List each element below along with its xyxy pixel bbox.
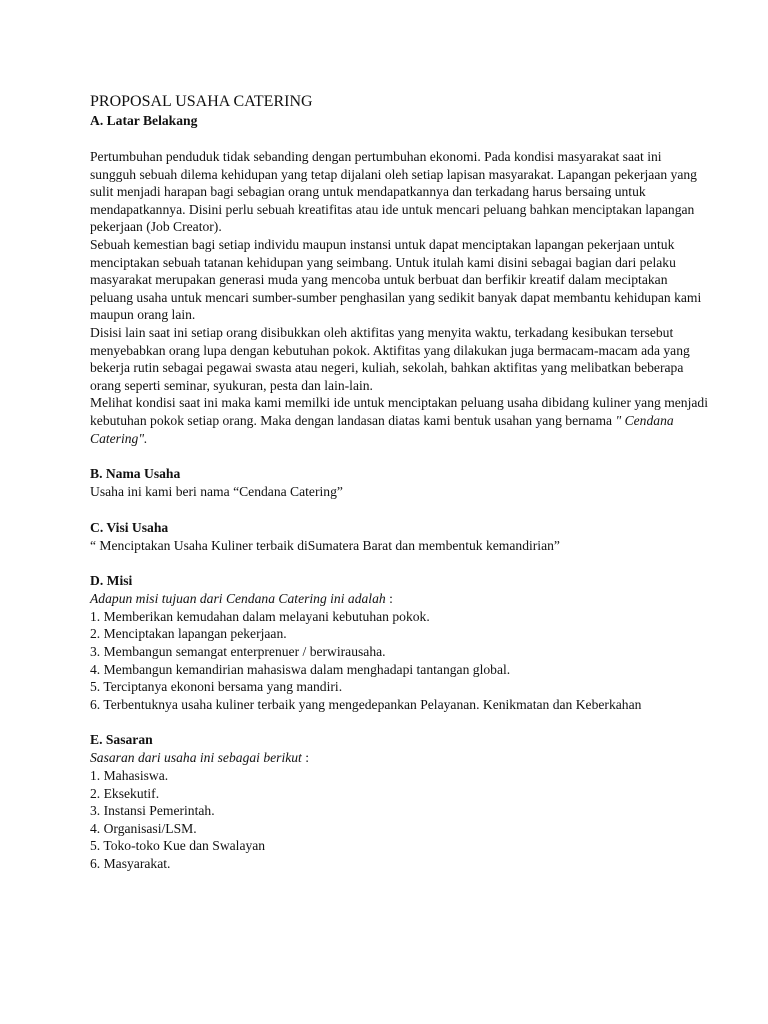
list-item: 6. Masyarakat. — [90, 856, 171, 871]
list-item: 6. Terbentuknya usaha kuliner terbaik yang mengedepankan Pelayanan. Kenikmatan dan Keberkahan — [90, 696, 642, 712]
section-c-text: “ Menciptakan Usaha Kuliner terbaik diSumatera Barat dan membentuk kemandirian” — [90, 537, 560, 553]
section-e-intro-tail: : — [301, 750, 310, 766]
section-a-heading: A. Latar Belakang — [90, 113, 198, 128]
spacer — [90, 501, 708, 519]
list-item: 1. Mahasiswa. — [90, 768, 169, 784]
section-b-heading: B. Nama Usaha — [90, 466, 181, 482]
spacer — [90, 554, 708, 572]
section-b-text: Usaha ini kami beri nama “Cendana Catering” — [90, 484, 343, 500]
list-item: 1. Memberikan kemudahan dalam melayani kebutuhan pokok. — [90, 608, 430, 624]
spacer — [90, 130, 708, 148]
business-name-italic: " Cendana Catering". — [90, 412, 674, 446]
section-a-paragraph-2: Sebuah kemestian bagi setiap individu maupun instansi untuk dapat menciptakan lapangan pekerjaan untuk menciptakan sebuah tatanan kehidupan yang seimbang. Untuk itulah kami disini sebagai bagian dari pelaku masyarakat merupakan generasi muda yang mencoba untuk berbuat dan berfikir kreatif dalam meciptakan peluang usaha untuk mencari sumber-sumber penghasilan yang sedikit banyak dapat membantu kehidupan kami maupun orang lain. — [90, 236, 702, 323]
section-d-heading: D. Misi — [90, 573, 133, 589]
section-d-intro — [90, 590, 708, 608]
section-e-heading: E. Sasaran — [90, 732, 153, 748]
section-a-paragraph-1: Pertumbuhan penduduk tidak sebanding dengan pertumbuhan ekonomi. Pada kondisi masyarakat saat ini sungguh sebuah dilema kehidupan yang tetap dijalani oleh setiap lapisan masyarakat. Lapangan pekerjaan yang sulit menjadi harapan bagi sebagian orang untuk mendapatkannya dan terkadang harus bersaing untuk mendapatkannya. Disini perlu sebuah kreatifitas atau ide untuk mencari peluang bahkan menciptakan lapangan pekerjaan (Job Creator). — [90, 149, 697, 235]
list-item: 4. Organisasi/LSM. — [90, 820, 197, 836]
list-item: 3. Instansi Pemerintah. — [90, 803, 215, 819]
section-d-intro-italic: Adapun misi tujuan dari Cendana Catering ini adalah — [90, 591, 386, 607]
mission-list — [90, 608, 708, 714]
section-a-paragraph-3: Disisi lain saat ini setiap orang disibukkan oleh aktifitas yang menyita waktu, terkadang kesibukan tersebut menyebabkan orang lupa dengan kebutuhan pokok. Aktifitas yang dilakukan juga bermacam-macam ada yang bekerja rutin sebagai pegawai swasta atau negeri, kuliah, sekolah, bahkan aktifitas yang melibatkan beberapa orang seperti seminar, syukuran, pesta dan lain-lain. — [90, 324, 690, 393]
list-item: 5. Toko-toko Kue dan Swalayan — [90, 838, 266, 854]
target-list — [90, 767, 708, 873]
section-e-intro-italic: Sasaran dari usaha ini sebagai berikut — [90, 750, 302, 766]
list-item: 3. Membangun semangat enterprenuer / berwirausaha. — [90, 644, 386, 660]
section-a-paragraph-4-text: Melihat kondisi saat ini maka kami memilki ide untuk menciptakan peluang usaha dibidang kuliner yang menjadi kebutuhan pokok setiap orang. Maka dengan landasan diatas kami bentuk usahan yang bernama — [90, 395, 708, 428]
section-d-intro-tail: : — [385, 591, 393, 607]
section-a-paragraph-4 — [90, 394, 708, 447]
list-item: 2. Menciptakan lapangan pekerjaan. — [90, 626, 287, 642]
section-c-heading: C. Visi Usaha — [90, 519, 169, 535]
spacer — [90, 713, 708, 731]
list-item: 5. Terciptanya ekononi bersama yang mandiri. — [90, 679, 343, 695]
list-item: 4. Membangun kemandirian mahasiswa dalam menghadapi tantangan global. — [90, 661, 511, 677]
section-e-intro — [90, 749, 708, 767]
document-title: PROPOSAL USAHA CATERING — [90, 93, 313, 110]
list-item: 2. Eksekutif. — [90, 785, 160, 801]
spacer — [90, 447, 708, 465]
